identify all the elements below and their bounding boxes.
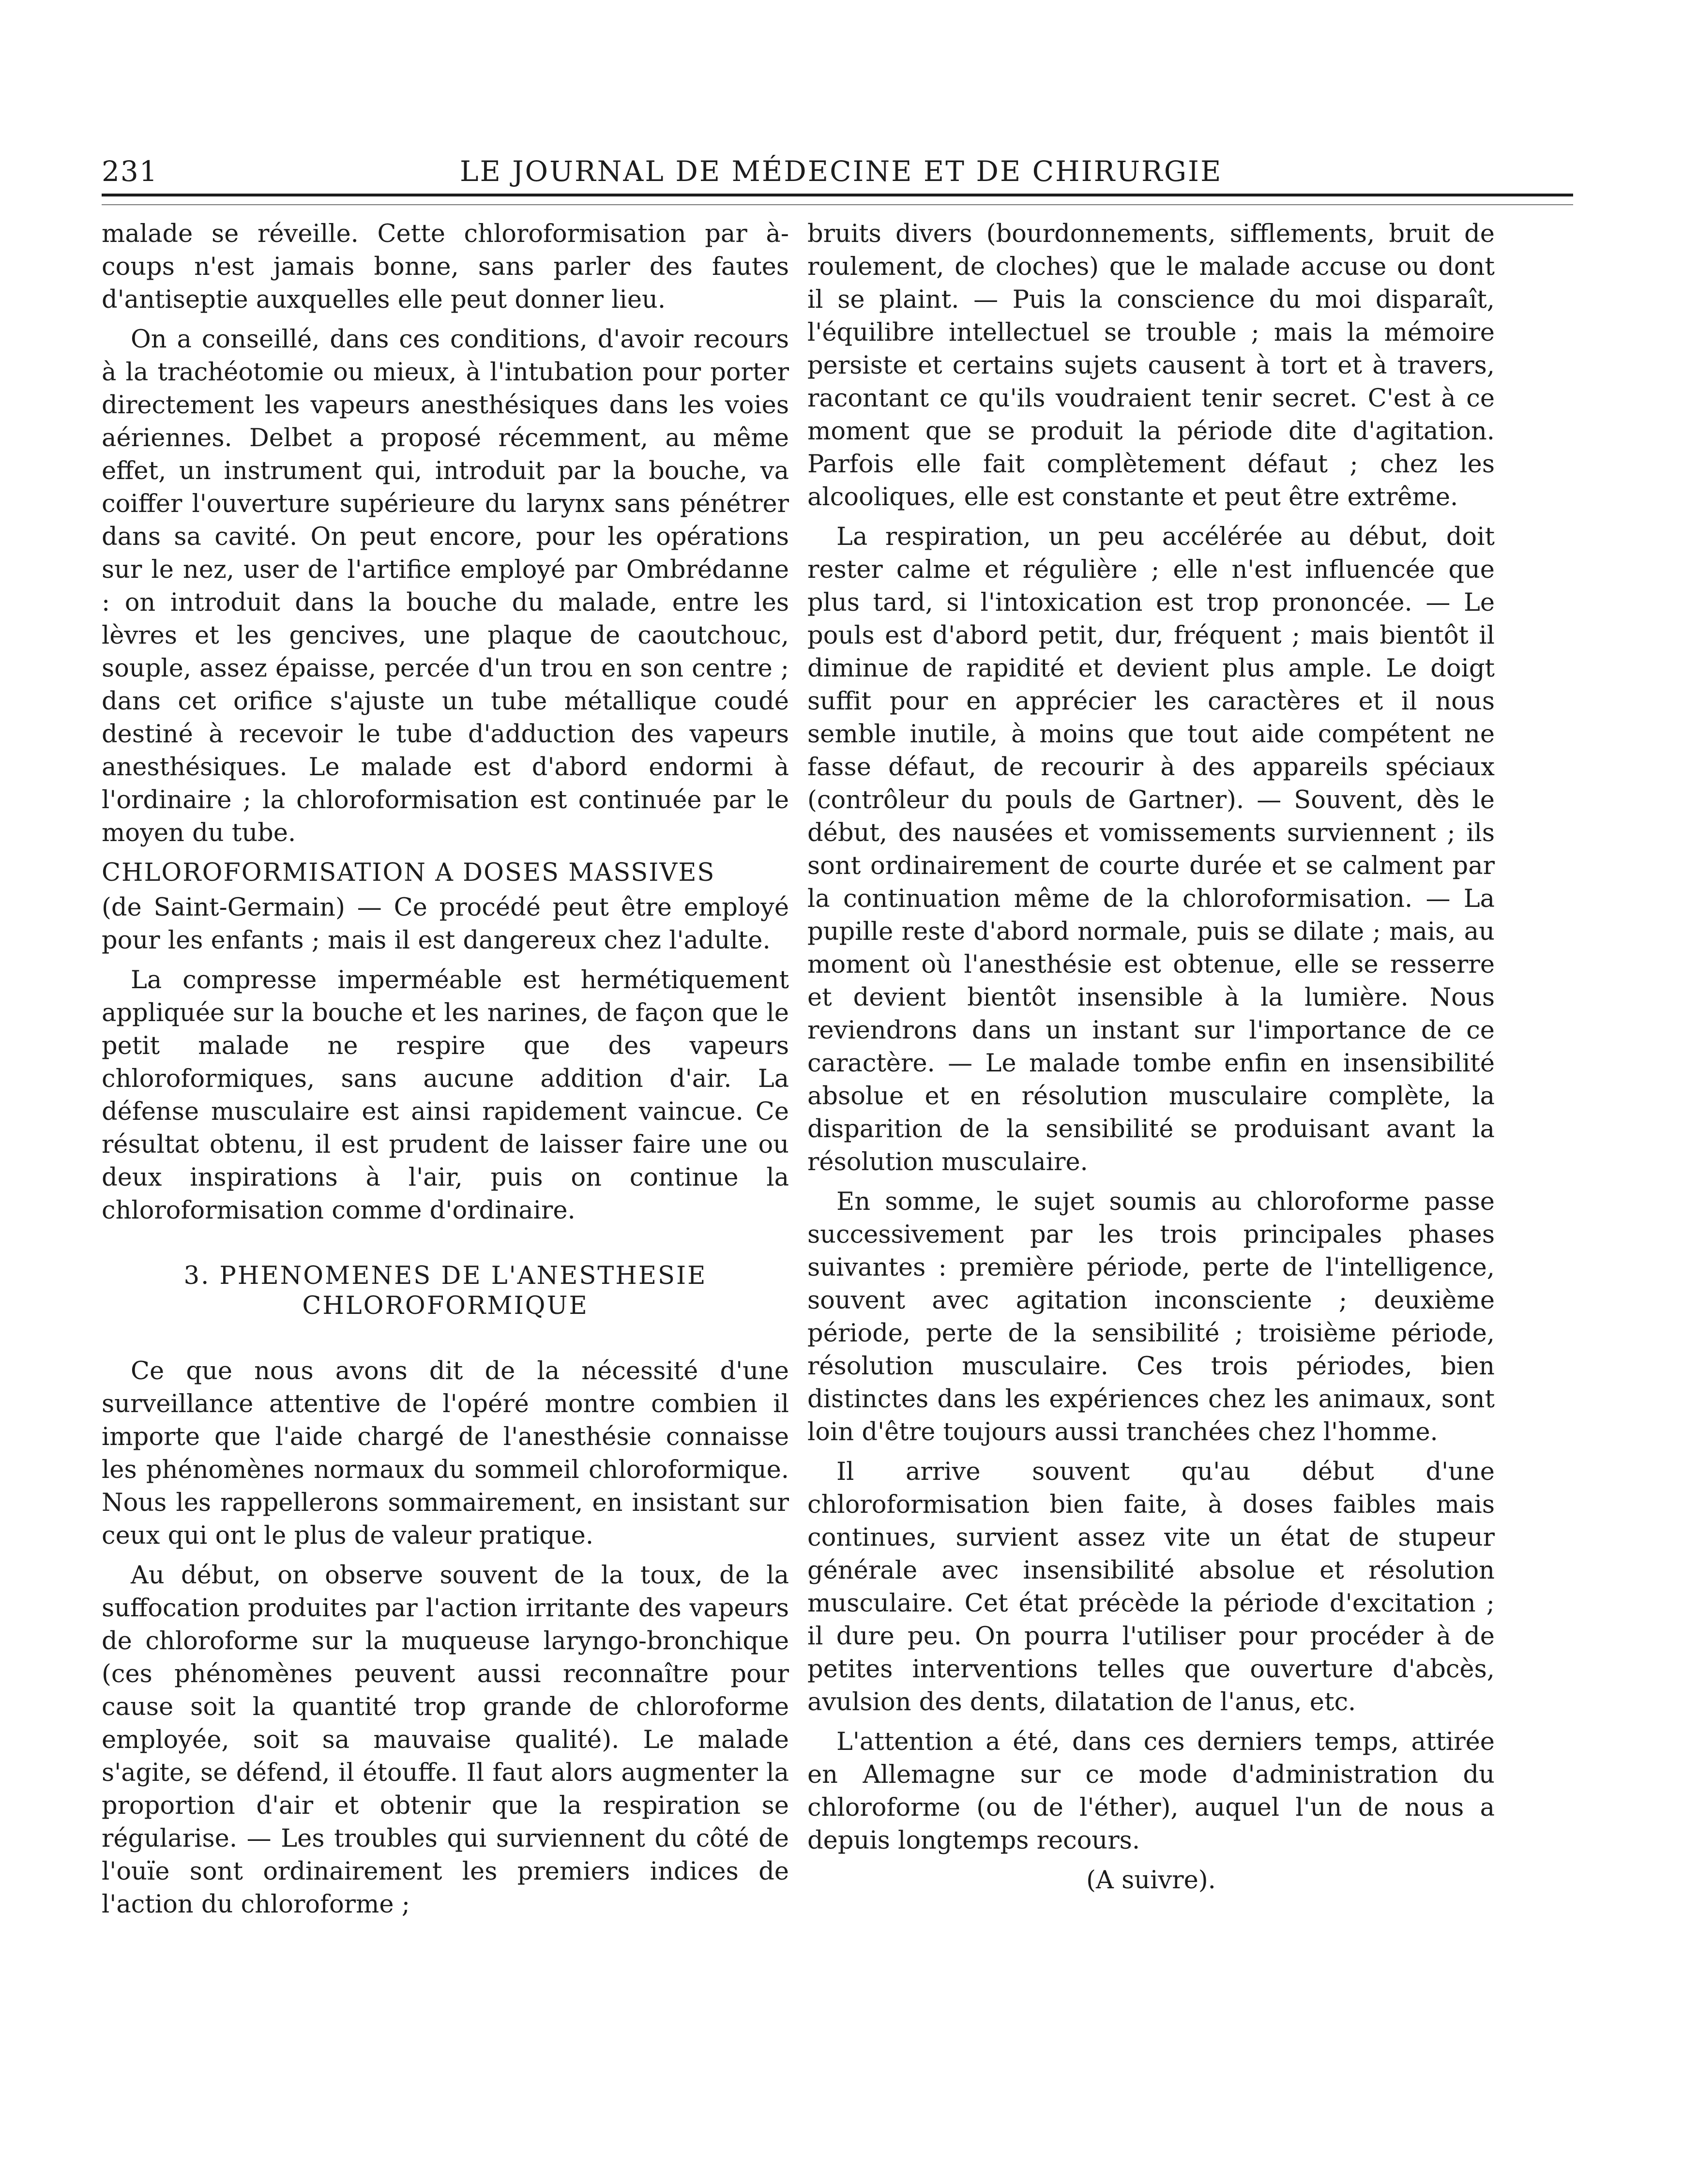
left-column [102, 218, 789, 1928]
section-title-line: CHLOROFORMIQUE [302, 1292, 589, 1320]
paragraph: Il arrive souvent qu'au début d'une chloroformisation bien faite, à doses faibles mais continues, survient assez vite un état de stupeur générale avec insensibilité absolue et résolution musculaire. Cet état précède la période d'excitation ; il dure peu. On pourra l'utiliser pour procéder à de petites interventions telles que ouverture d'abcès, avulsion des dents, dilatation de l'anus, etc. [807, 1458, 1495, 1717]
paragraph: Au début, on observe souvent de la toux, de la suffocation produites par l'action irritante des vapeurs de chloroforme sur la muqueuse laryngo-bronchique (ces phénomènes peuvent aussi reconnaître pour cause soit la quantité trop grande de chloroforme employée, soit sa mauvaise qualité). Le malade s'agite, se défend, il étouffe. Il faut alors augmenter la proportion d'air et obtenir que la respiration se régularise. — Les troubles qui surviennent du côté de l'ouïe sont ordinairement les premiers indices de l'action du chloroforme ; [102, 1561, 789, 1919]
running-title: LE JOURNAL DE MÉDECINE ET DE CHIRURGIE [460, 155, 1223, 188]
page-number: 231 [102, 155, 158, 188]
paragraph: (de Saint-Germain) — Ce procédé peut être employé pour les enfants ; mais il est dangereux chez l'adulte. [102, 893, 789, 955]
section-title [102, 1261, 789, 1321]
to-be-continued: (A suivre). [1086, 1866, 1216, 1895]
paragraph: On a conseillé, dans ces conditions, d'avoir recours à la trachéotomie ou mieux, à l'intubation pour porter directement les vapeurs anesthésiques dans les voies aériennes. Delbet a proposé récemment, au même effet, un instrument qui, introduit par la bouche, va coiffer l'ouverture supérieure du larynx sans pénétrer dans sa cavité. On peut encore, pour les opérations sur le nez, user de l'artifice employé par Ombrédanne : on introduit dans la bouche du malade, entre les lèvres et les gencives, une plaque de caoutchouc, souple, assez épaisse, percée d'un trou en son centre ; dans cet orifice s'ajuste un tube métallique coudé destiné à recevoir le tube d'adduction des vapeurs anesthésiques. Le malade est d'abord endormi à l'ordinaire ; la chloroformisation est continuée par le moyen du tube. [102, 325, 789, 847]
paragraph: La compresse imperméable est hermétiquement appliquée sur la bouche et les narines, de façon que le petit malade ne respire que des vapeurs chloroformiques, sans aucune addition d'air. La défense musculaire est ainsi rapidement vaincue. Ce résultat obtenu, il est prudent de laisser faire une ou deux inspirations à l'air, puis on continue la chloroformisation comme d'ordinaire. [102, 966, 789, 1225]
section-title-line: 3. PHENOMENES DE L'ANESTHESIE [183, 1262, 707, 1290]
header-rule-thin [102, 204, 1573, 205]
paragraph: L'attention a été, dans ces derniers temps, attirée en Allemagne sur ce mode d'administration du chloroforme (ou de l'éther), auquel l'un de nous a depuis longtemps recours. [807, 1728, 1495, 1855]
paragraph: En somme, le sujet soumis au chloroforme passe successivement par les trois principales phases suivantes : première période, perte de l'intelligence, souvent avec agitation inconsciente ; deuxième période, perte de la sensibilité ; troisième période, résolution musculaire. Ces trois périodes, bien distinctes dans les expériences chez les animaux, sont loin d'être toujours aussi tranchées chez l'homme. [807, 1188, 1495, 1446]
right-column [807, 218, 1495, 1897]
subheading: CHLOROFORMISATION A DOSES MASSIVES [102, 859, 715, 887]
paragraph: malade se réveille. Cette chloroformisation par à-coups n'est jamais bonne, sans parler des fautes d'antiseptie auxquelles elle peut donner lieu. [102, 220, 789, 314]
paragraph: bruits divers (bourdonnements, sifflements, bruit de roulement, de cloches) que le malade accuse ou dont il se plaint. — Puis la conscience du moi disparaît, l'équilibre intellectuel se trouble ; mais la mémoire persiste et certains sujets causent à tort et à travers, racontant ce qu'ils voudraient tenir secret. C'est à ce moment que se produit la période dite d'agitation. Parfois elle fait complètement défaut ; chez les alcooliques, elle est constante et peut être extrême. [807, 220, 1495, 512]
header-rule [102, 194, 1573, 196]
paragraph: Ce que nous avons dit de la nécessité d'une surveillance attentive de l'opéré montre combien il importe que l'aide chargé de l'anesthésie connaisse les phénomènes normaux du sommeil chloroformique. Nous les rappellerons sommairement, en insistant sur ceux qui ont le plus de valeur pratique. [102, 1357, 789, 1550]
paragraph: La respiration, un peu accélérée au début, doit rester calme et régulière ; elle n'est influencée que plus tard, si l'intoxication est trop prononcée. — Le pouls est d'abord petit, dur, fréquent ; mais bientôt il diminue de rapidité et devient plus ample. Le doigt suffit pour en apprécier les caractères et il nous semble inutile, à moins que tout aide compétent ne fasse défaut, de recourir à des appareils spéciaux (contrôleur du pouls de Gartner). — Souvent, dès le début, des nausées et vomissements surviennent ; ils sont ordinairement de courte durée et se calment par la continuation même de la chloroformisation. — La pupille reste d'abord normale, puis se dilate ; mais, au moment où l'anesthésie est obtenue, elle se resserre et devient bientôt insensible à la lumière. Nous reviendrons dans un instant sur l'importance de ce caractère. — Le malade tombe enfin en insensibilité absolue et en résolution musculaire complète, la disparition de la sensibilité se produisant avant la résolution musculaire. [807, 523, 1495, 1176]
